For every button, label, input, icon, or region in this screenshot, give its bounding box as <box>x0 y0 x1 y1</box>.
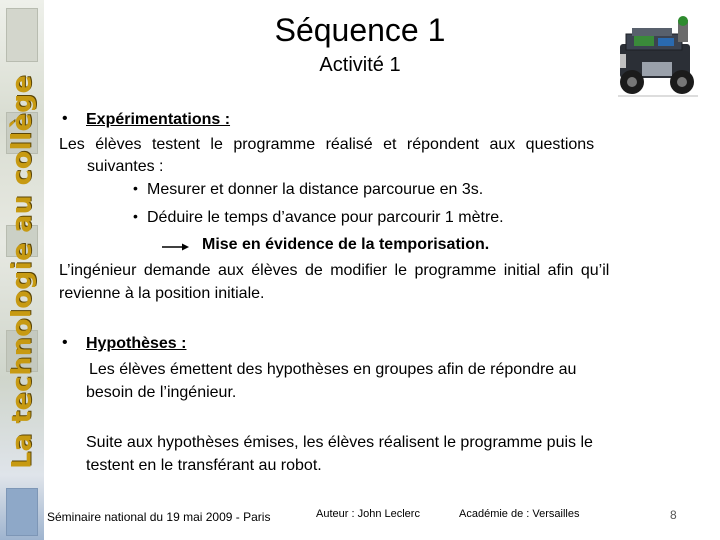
page-number: 8 <box>670 508 677 522</box>
paragraph-line: Suite aux hypothèses émises, les élèves réalisent le programme puis le <box>86 434 593 451</box>
paragraph-line: L’ingénieur demande aux élèves de modifier le programme initial afin qu’il <box>59 262 610 279</box>
sidebar-photo-1 <box>6 8 38 62</box>
heading-experimentations: Expérimentations : <box>86 111 231 128</box>
bullet-marker: • <box>62 110 68 127</box>
paragraph-line: Les élèves testent le programme réalisé et répondent aux questions <box>59 136 595 153</box>
heading-hypotheses: Hypothèses : <box>86 335 187 352</box>
paragraph-line: suivantes : <box>87 158 164 175</box>
sidebar-vertical-title: La technologie au collège <box>6 75 38 469</box>
robot-image <box>612 16 704 102</box>
list-item: Mesurer et donner la distance parcourue en 3s. <box>147 181 484 198</box>
paragraph-line: testent en le transférant au robot. <box>86 457 322 474</box>
sidebar-photo-5 <box>6 488 38 536</box>
paragraph-line: Les élèves émettent des hypothèses en groupes afin de répondre au <box>89 361 577 378</box>
sidebar-banner <box>0 0 44 540</box>
paragraph-line: besoin de l’ingénieur. <box>86 384 237 401</box>
conclusion-text: Mise en évidence de la temporisation. <box>202 236 490 253</box>
footer-author: Auteur : John Leclerc <box>316 508 420 520</box>
sub-bullet-marker: • <box>133 180 138 196</box>
bullet-marker: • <box>62 334 68 351</box>
footer-academy: Académie de : Versailles <box>459 508 580 520</box>
paragraph-line: revienne à la position initiale. <box>59 285 265 302</box>
footer-seminar: Séminaire national du 19 mai 2009 - Paris <box>47 510 271 524</box>
slide-title: Séquence 1 <box>274 12 446 48</box>
arrow-icon <box>162 242 190 252</box>
sub-bullet-marker: • <box>133 208 138 224</box>
list-item: Déduire le temps d’avance pour parcourir 1 mètre. <box>147 209 504 226</box>
slide-subtitle: Activité 1 <box>319 54 401 76</box>
